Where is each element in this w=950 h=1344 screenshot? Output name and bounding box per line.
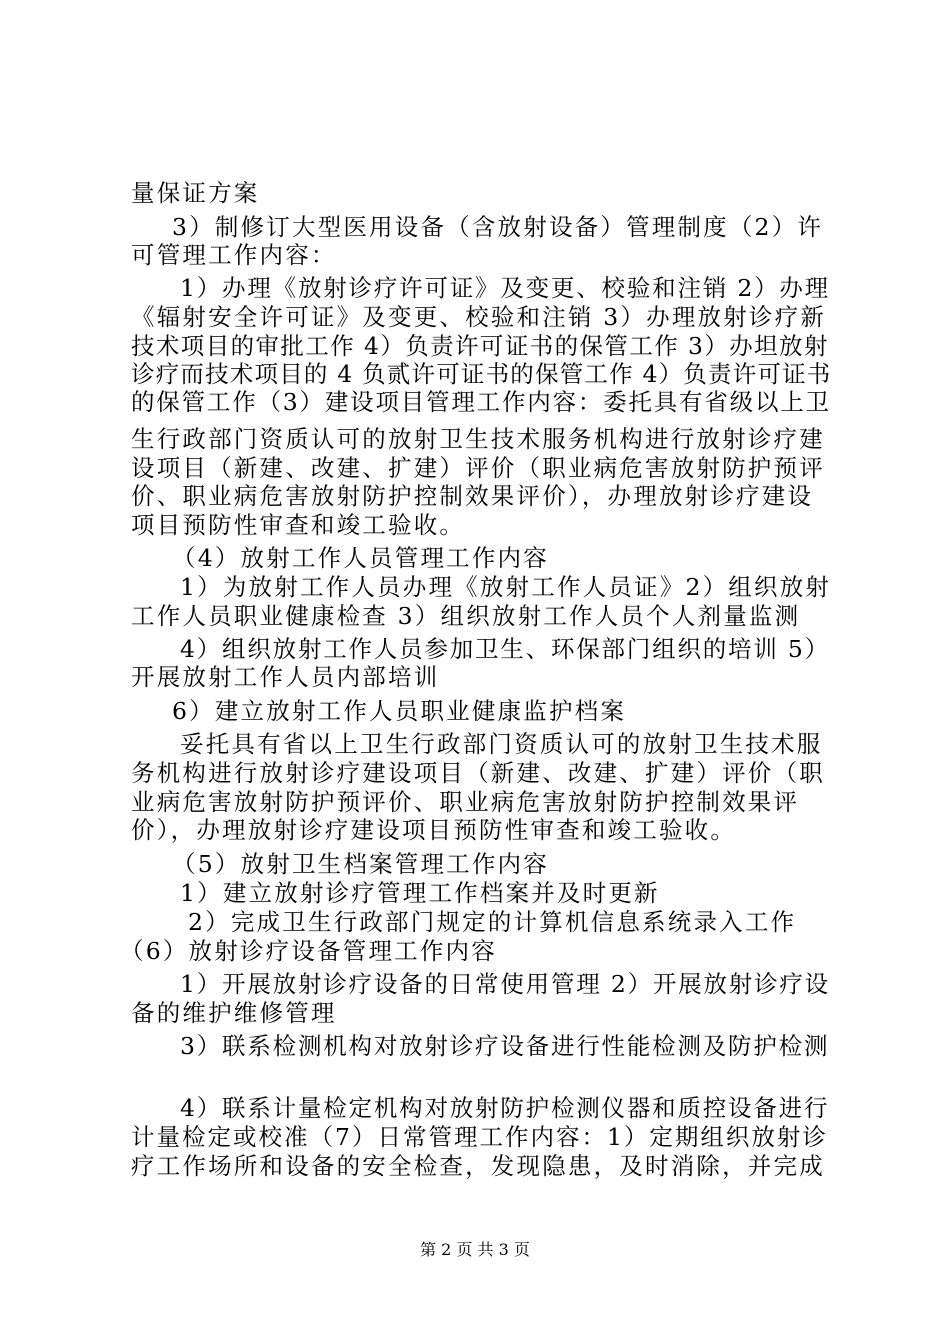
text-line-17: 开展放射工作人员内部培训 <box>131 663 440 691</box>
text-line-22: 价），办理放射诊疗建设项目预防性审查和竣工验收。 <box>131 816 737 844</box>
text-line-23: （5）放射卫生档案管理工作内容 <box>172 850 549 878</box>
text-line-4: 1）办理《放射诊疗许可证》及变更、校验和注销 2）办理 <box>180 274 830 302</box>
text-line-24: 1）建立放射诊疗管理工作档案并及时更新 <box>180 879 660 907</box>
text-line-10: 设项目（新建、改建、扩建）评价（职业病危害放射防护预评 <box>131 454 825 482</box>
text-line-30: 4）联系计量检定机构对放射防护检测仪器和质控设备进行 <box>180 1094 830 1122</box>
text-line-26: （6）放射诊疗设备管理工作内容 <box>120 937 497 965</box>
text-line-31: 计量检定或校准（7）日常管理工作内容：1）定期组织放射诊 <box>131 1123 828 1151</box>
text-line-9: 生行政部门资质认可的放射卫生技术服务机构进行放射诊疗建 <box>131 425 825 453</box>
text-line-7: 诊疗而技术项目的 4 负贰许可证书的保管工作 4）负责许可证书 <box>131 360 832 388</box>
text-line-32: 疗工作场所和设备的安全检查，发现隐患，及时消除，并完成 <box>131 1152 825 1180</box>
text-line-28: 备的维护维修管理 <box>131 999 337 1027</box>
text-line-15: 工作人员职业健康检查 3）组织放射工作人员个人剂量监测 <box>131 602 801 630</box>
text-line-13: （4）放射工作人员管理工作内容 <box>172 544 549 572</box>
text-line-21: 业病危害放射防护预评价、职业病危害放射防护控制效果评 <box>131 788 800 816</box>
text-line-27: 1）开展放射诊疗设备的日常使用管理 2）开展放射诊疗设 <box>180 970 830 998</box>
page-number-footer: 第 2 页 共 3 页 <box>420 1240 530 1259</box>
text-line-14: 1）为放射工作人员办理《放射工作人员证》2）组织放射 <box>180 573 832 601</box>
text-line-5: 《辐射安全许可证》及变更、校验和注销 3）办理放射诊疗新 <box>131 303 827 331</box>
text-line-25: 2）完成卫生行政部门规定的计算机信息系统录入工作 <box>188 908 797 936</box>
text-line-2: 3）制修订大型医用设备（含放射设备）管理制度（2）许 <box>172 213 824 241</box>
text-line-20: 务机构进行放射诊疗建设项目（新建、改建、扩建）评价（职 <box>131 759 825 787</box>
text-line-1: 量保证方案 <box>131 179 260 207</box>
text-line-12: 项目预防性审查和竣工验收。 <box>131 511 466 539</box>
text-line-29: 3）联系检测机构对放射诊疗设备进行性能检测及防护检测 <box>180 1032 830 1060</box>
text-line-11: 价、职业病危害放射防护控制效果评价），办理放射诊疗建设 <box>131 482 814 510</box>
text-line-19: 妥托具有省以上卫生行政部门资质认可的放射卫生技术服 <box>180 730 823 758</box>
text-line-18: 6）建立放射工作人员职业健康监护档案 <box>172 697 627 725</box>
text-line-3: 可管理工作内容： <box>131 241 337 269</box>
text-line-6: 技术项目的审批工作 4）负责许可证书的保管工作 3）办坦放射 <box>131 332 829 360</box>
text-line-16: 4）组织放射工作人员参加卫生、环保部门组织的培训 5） <box>180 635 830 663</box>
text-line-8: 的保管工作（3）建设项目管理工作内容：委托具有省级以上卫 <box>131 388 831 416</box>
